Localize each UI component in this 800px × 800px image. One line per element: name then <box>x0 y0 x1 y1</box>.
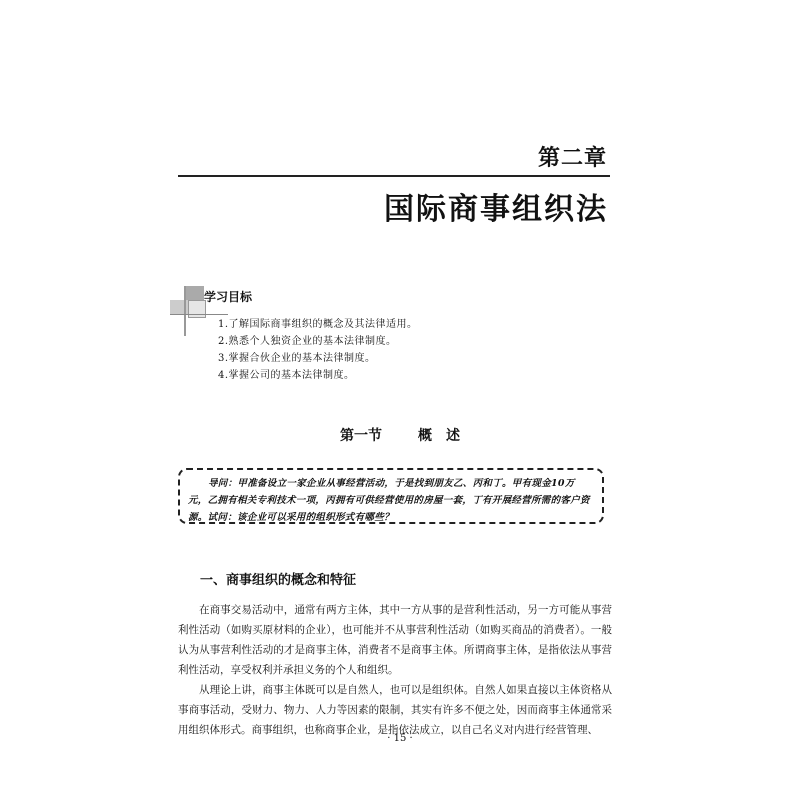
intro-case-label: 导问： <box>208 478 238 489</box>
objectives-heading: 学习目标 <box>204 290 253 304</box>
intro-case-box <box>178 468 604 524</box>
chapter-title: 国际商事组织法 <box>384 192 608 227</box>
section-number: 第一节 <box>340 428 382 444</box>
subsection-title: 一、商事组织的概念和特征 <box>200 573 357 588</box>
intro-case-text <box>188 475 594 526</box>
objective-item: 3.掌握合伙企业的基本法律制度。 <box>218 353 376 364</box>
objective-item: 4.掌握公司的基本法律制度。 <box>218 370 355 381</box>
page-number: · 15 · <box>387 733 413 744</box>
objective-item: 1.了解国际商事组织的概念及其法律适用。 <box>218 319 418 330</box>
chapter-label: 第二章 <box>537 146 607 171</box>
chapter-rule <box>178 175 610 177</box>
objectives-list <box>218 316 418 384</box>
intro-case-body: 甲准备设立一家企业从事经营活动，于是找到朋友乙、丙和丁。甲有现金10万元，乙拥有相关专利技术一项，丙拥有可供经营使用的房屋一套，丁有开展经营所需的客户资源。试问：该企业可以采用的组织形式有哪些？ <box>188 478 590 523</box>
body-paragraph: 从理论上讲，商事主体既可以是自然人，也可以是组织体。自然人如果直接以主体资格从事商事活动，受财力、物力、人力等因素的限制，其实有许多不便之处，因而商事主体通常采用组织体形式。商事组织，也称商事企业，是指依法成立，以自己名义对内进行经营管理、 <box>178 684 612 736</box>
body-paragraph: 在商事交易活动中，通常有两方主体，其中一方从事的是营利性活动，另一方可能从事营利性活动（如购买原材料的企业），也可能并不从事营利性活动（如购买商品的消费者）。一般认为从事营利性活动的才是商事主体，消费者不是商事主体。所谓商事主体，是指依法从事营利性活动，享受权利并承担义务的个人和组织。 <box>178 604 612 676</box>
section-title: 概 述 <box>418 428 460 444</box>
objective-item: 2.熟悉个人独资企业的基本法律制度。 <box>218 336 397 347</box>
body-text <box>178 600 612 740</box>
section-heading <box>0 425 800 445</box>
